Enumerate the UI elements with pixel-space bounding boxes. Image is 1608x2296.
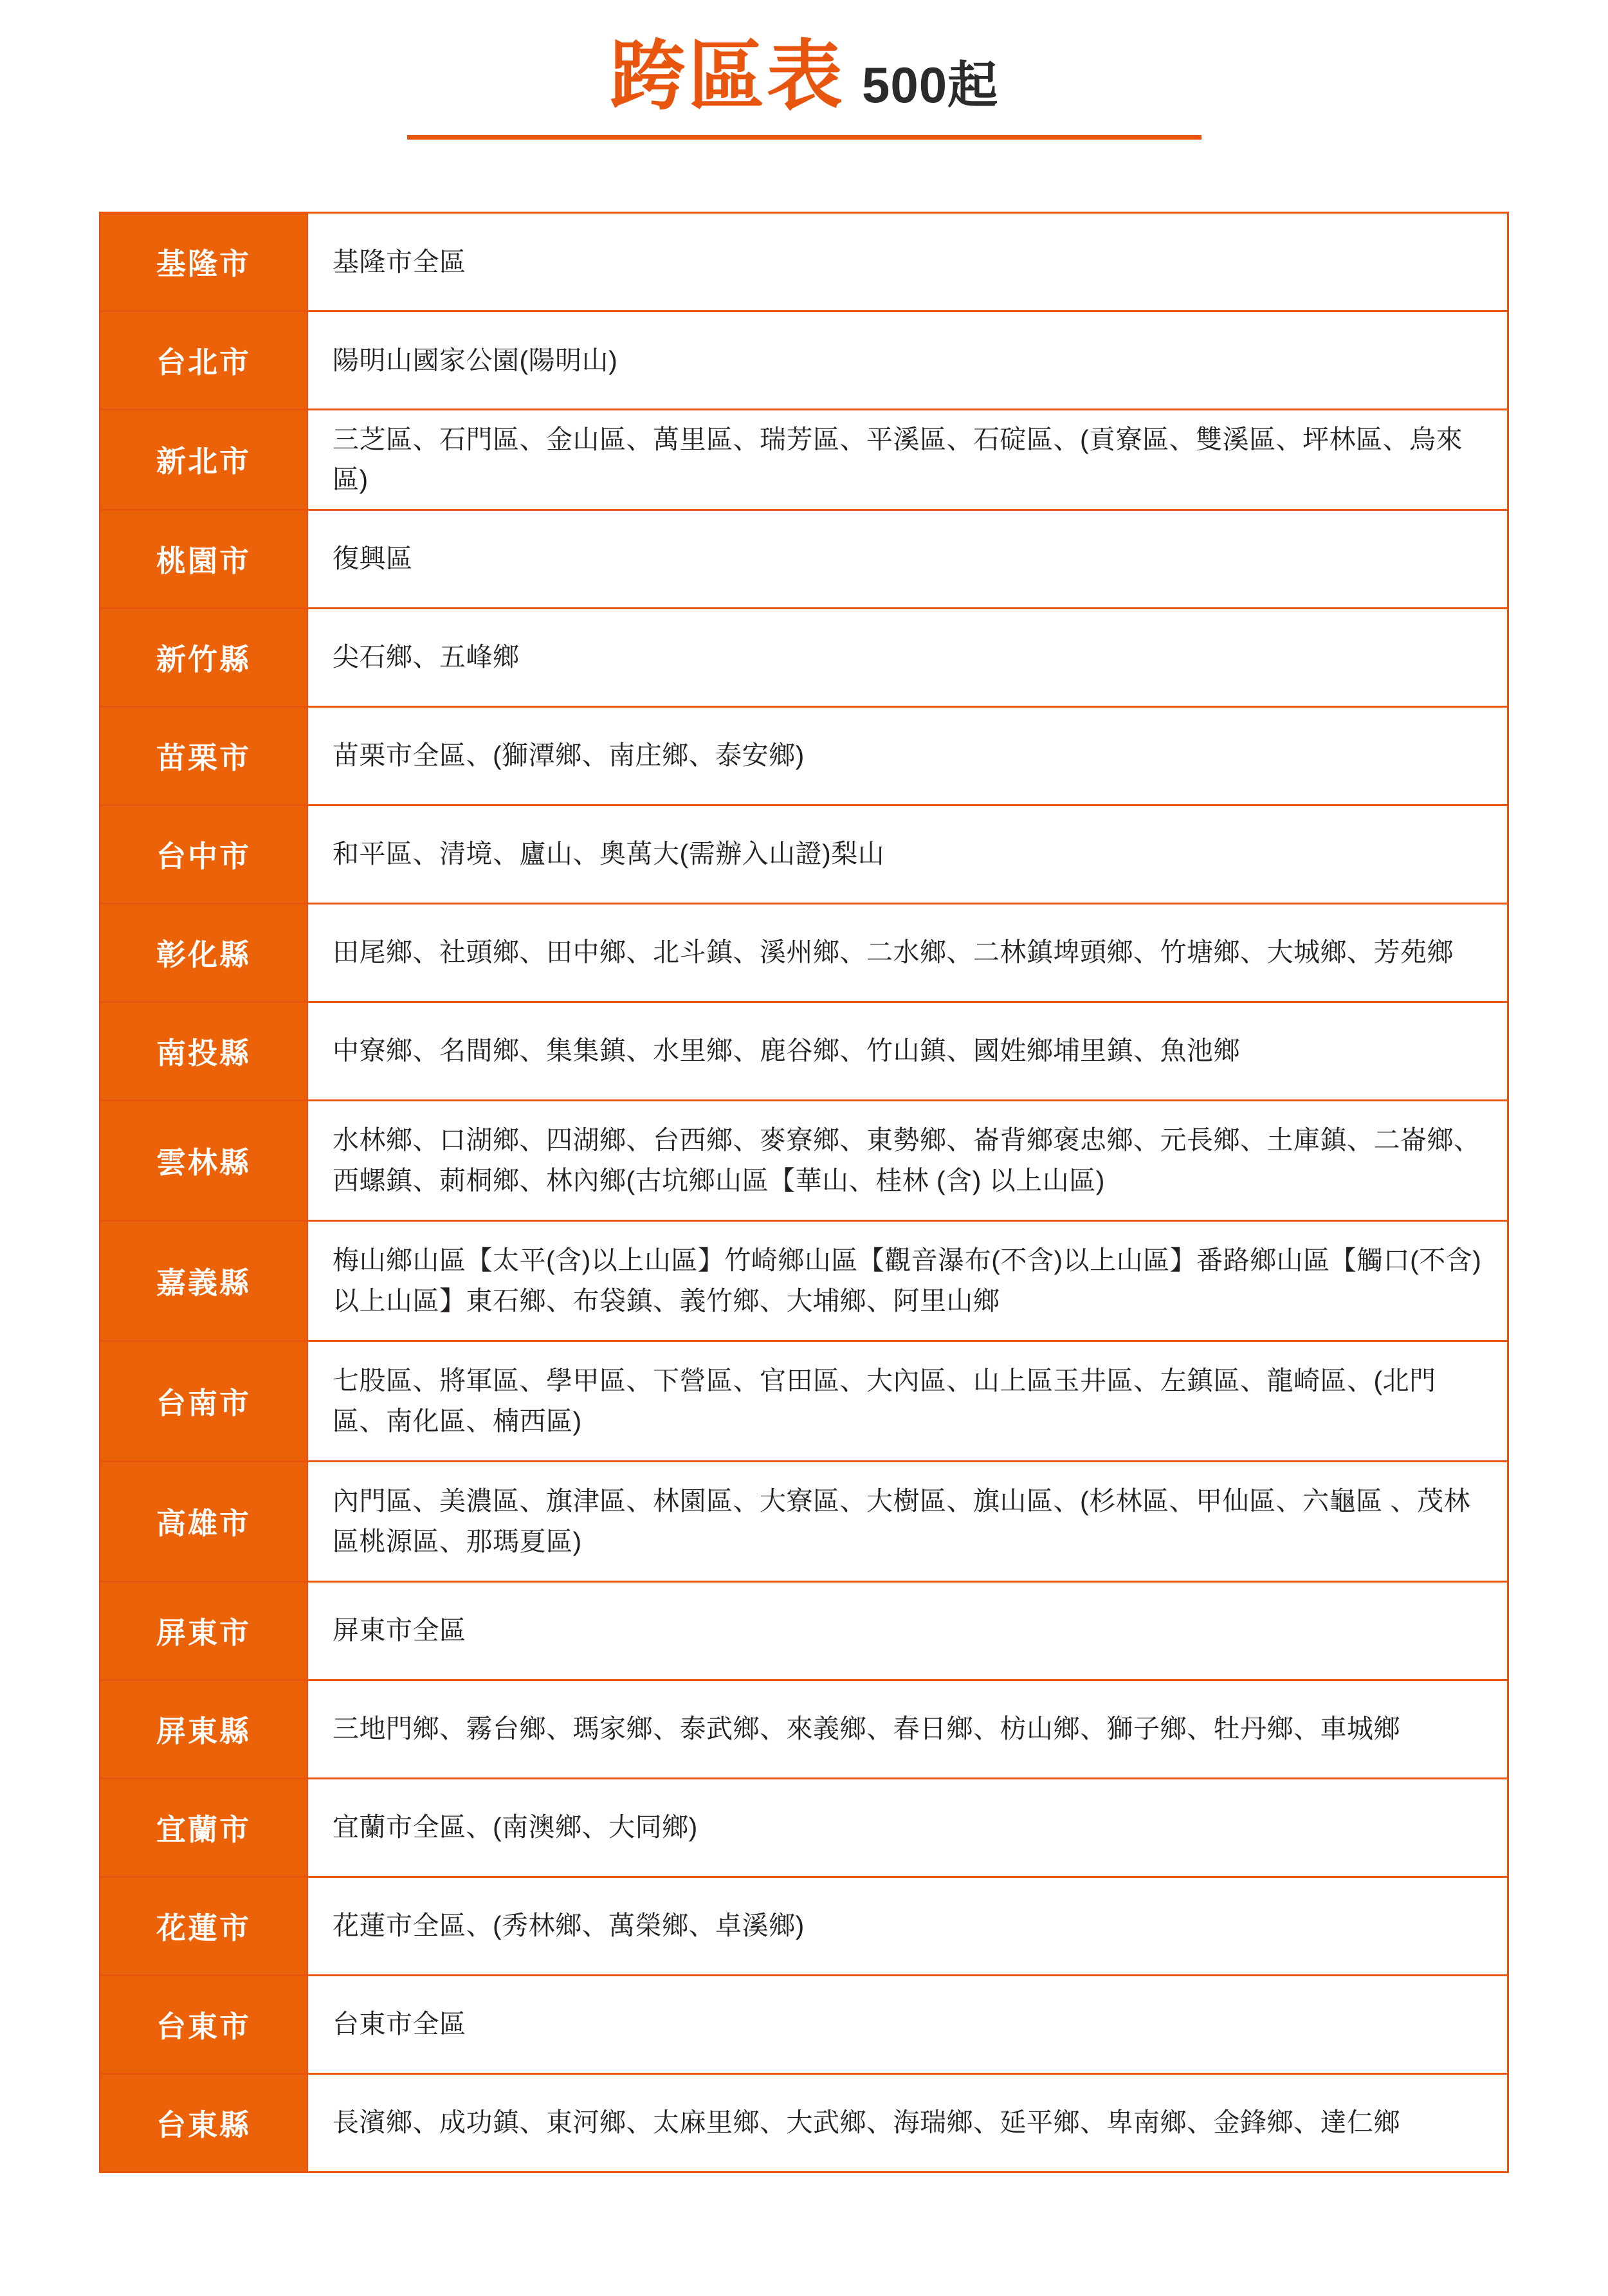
table-row bbox=[101, 905, 1507, 1003]
region-areas-cell: 水林鄉、口湖鄉、四湖鄉、台西鄉、麥寮鄉、東勢鄉、崙背鄉褒忠鄉、元長鄉、土庫鎮、二崙鄉、西螺鎮、莿桐鄉、林內鄉(古坑鄉山區【華山、桂林 (含) 以上山區) bbox=[333, 1125, 1481, 1195]
title-divider bbox=[407, 135, 1201, 140]
region-name-cell: 台東市 bbox=[101, 1976, 308, 2073]
region-areas-cell: 復興區 bbox=[333, 544, 413, 574]
region-areas-cell: 七股區、將軍區、學甲區、下營區、官田區、大內區、山上區玉井區、左鎮區、龍崎區、(北門區、南化區、楠西區) bbox=[333, 1366, 1436, 1436]
table-row bbox=[101, 1779, 1507, 1878]
region-name-cell: 彰化縣 bbox=[101, 905, 308, 1001]
table-row bbox=[101, 1101, 1507, 1222]
table-row bbox=[101, 1342, 1507, 1462]
region-areas-cell: 苗栗市全區、(獅潭鄉、南庄鄉、泰安鄉) bbox=[333, 740, 805, 771]
table-row bbox=[101, 214, 1507, 312]
region-areas-cell: 基隆市全區 bbox=[333, 246, 466, 277]
region-areas-cell: 屏東市全區 bbox=[333, 1615, 466, 1646]
region-areas-cell: 宜蘭市全區、(南澳鄉、大同鄉) bbox=[333, 1812, 698, 1842]
table-row bbox=[101, 806, 1507, 905]
table-row bbox=[101, 312, 1507, 410]
region-name-cell: 宜蘭市 bbox=[101, 1779, 308, 1876]
region-areas-cell: 三地門鄉、霧台鄉、瑪家鄉、泰武鄉、來義鄉、春日鄉、枋山鄉、獅子鄉、牡丹鄉、車城鄉 bbox=[333, 1714, 1400, 1744]
region-name-cell: 屏東縣 bbox=[101, 1681, 308, 1777]
region-name-cell: 花蓮市 bbox=[101, 1878, 308, 1974]
table-row bbox=[101, 511, 1507, 609]
region-name-cell: 台中市 bbox=[101, 806, 308, 903]
title-sub-text: 500起 bbox=[861, 57, 999, 113]
page-header bbox=[0, 0, 1608, 140]
table-row bbox=[101, 1462, 1507, 1583]
table-row bbox=[101, 1583, 1507, 1681]
title-main-text: 跨區表 bbox=[609, 34, 845, 119]
table-row bbox=[101, 1222, 1507, 1342]
region-areas-cell: 台東市全區 bbox=[333, 2009, 466, 2039]
region-areas-cell: 和平區、清境、廬山、奧萬大(需辦入山證)梨山 bbox=[333, 839, 885, 869]
table-row bbox=[101, 708, 1507, 806]
region-name-cell: 苗栗市 bbox=[101, 708, 308, 804]
table-row bbox=[101, 609, 1507, 708]
table-row bbox=[101, 1976, 1507, 2075]
region-areas-cell: 陽明山國家公園(陽明山) bbox=[333, 345, 618, 375]
region-areas-cell: 三芝區、石門區、金山區、萬里區、瑞芳區、平溪區、石碇區、(貢寮區、雙溪區、坪林區、烏來區) bbox=[333, 425, 1463, 495]
region-name-cell: 嘉義縣 bbox=[101, 1222, 308, 1340]
region-name-cell: 台東縣 bbox=[101, 2075, 308, 2171]
table-row bbox=[101, 2075, 1507, 2171]
region-name-cell: 屏東市 bbox=[101, 1583, 308, 1679]
region-areas-cell: 內門區、美濃區、旗津區、林園區、大寮區、大樹區、旗山區、(杉林區、甲仙區、六龜區 、茂林區桃源區、那瑪夏區) bbox=[333, 1486, 1471, 1556]
table-row bbox=[101, 1681, 1507, 1779]
region-areas-cell: 梅山鄉山區【太平(含)以上山區】竹崎鄉山區【觀音瀑布(不含)以上山區】番路鄉山區【觸口(不含)以上山區】東石鄉、布袋鎮、義竹鄉、大埔鄉、阿里山鄉 bbox=[333, 1245, 1482, 1316]
region-name-cell: 高雄市 bbox=[101, 1462, 308, 1581]
region-name-cell: 雲林縣 bbox=[101, 1101, 308, 1220]
page-title bbox=[0, 34, 1608, 119]
region-name-cell: 新北市 bbox=[101, 410, 308, 509]
region-name-cell: 台南市 bbox=[101, 1342, 308, 1460]
region-name-cell: 基隆市 bbox=[101, 214, 308, 310]
region-areas-cell: 田尾鄉、社頭鄉、田中鄉、北斗鎮、溪州鄉、二水鄉、二林鎮埤頭鄉、竹塘鄉、大城鄉、芳苑鄉 bbox=[333, 937, 1454, 968]
region-name-cell: 南投縣 bbox=[101, 1003, 308, 1099]
region-areas-cell: 花蓮市全區、(秀林鄉、萬榮鄉、卓溪鄉) bbox=[333, 1911, 805, 1941]
region-name-cell: 桃園市 bbox=[101, 511, 308, 607]
table-row bbox=[101, 410, 1507, 511]
table-row bbox=[101, 1878, 1507, 1976]
region-areas-cell: 中寮鄉、名間鄉、集集鎮、水里鄉、鹿谷鄉、竹山鎮、國姓鄉埔里鎮、魚池鄉 bbox=[333, 1036, 1240, 1066]
cross-region-table bbox=[99, 212, 1509, 2173]
table-row bbox=[101, 1003, 1507, 1101]
region-name-cell: 台北市 bbox=[101, 312, 308, 409]
region-name-cell: 新竹縣 bbox=[101, 609, 308, 706]
region-areas-cell: 長濱鄉、成功鎮、東河鄉、太麻里鄉、大武鄉、海瑞鄉、延平鄉、卑南鄉、金鋒鄉、達仁鄉 bbox=[333, 2108, 1400, 2138]
region-areas-cell: 尖石鄉、五峰鄉 bbox=[333, 642, 520, 672]
